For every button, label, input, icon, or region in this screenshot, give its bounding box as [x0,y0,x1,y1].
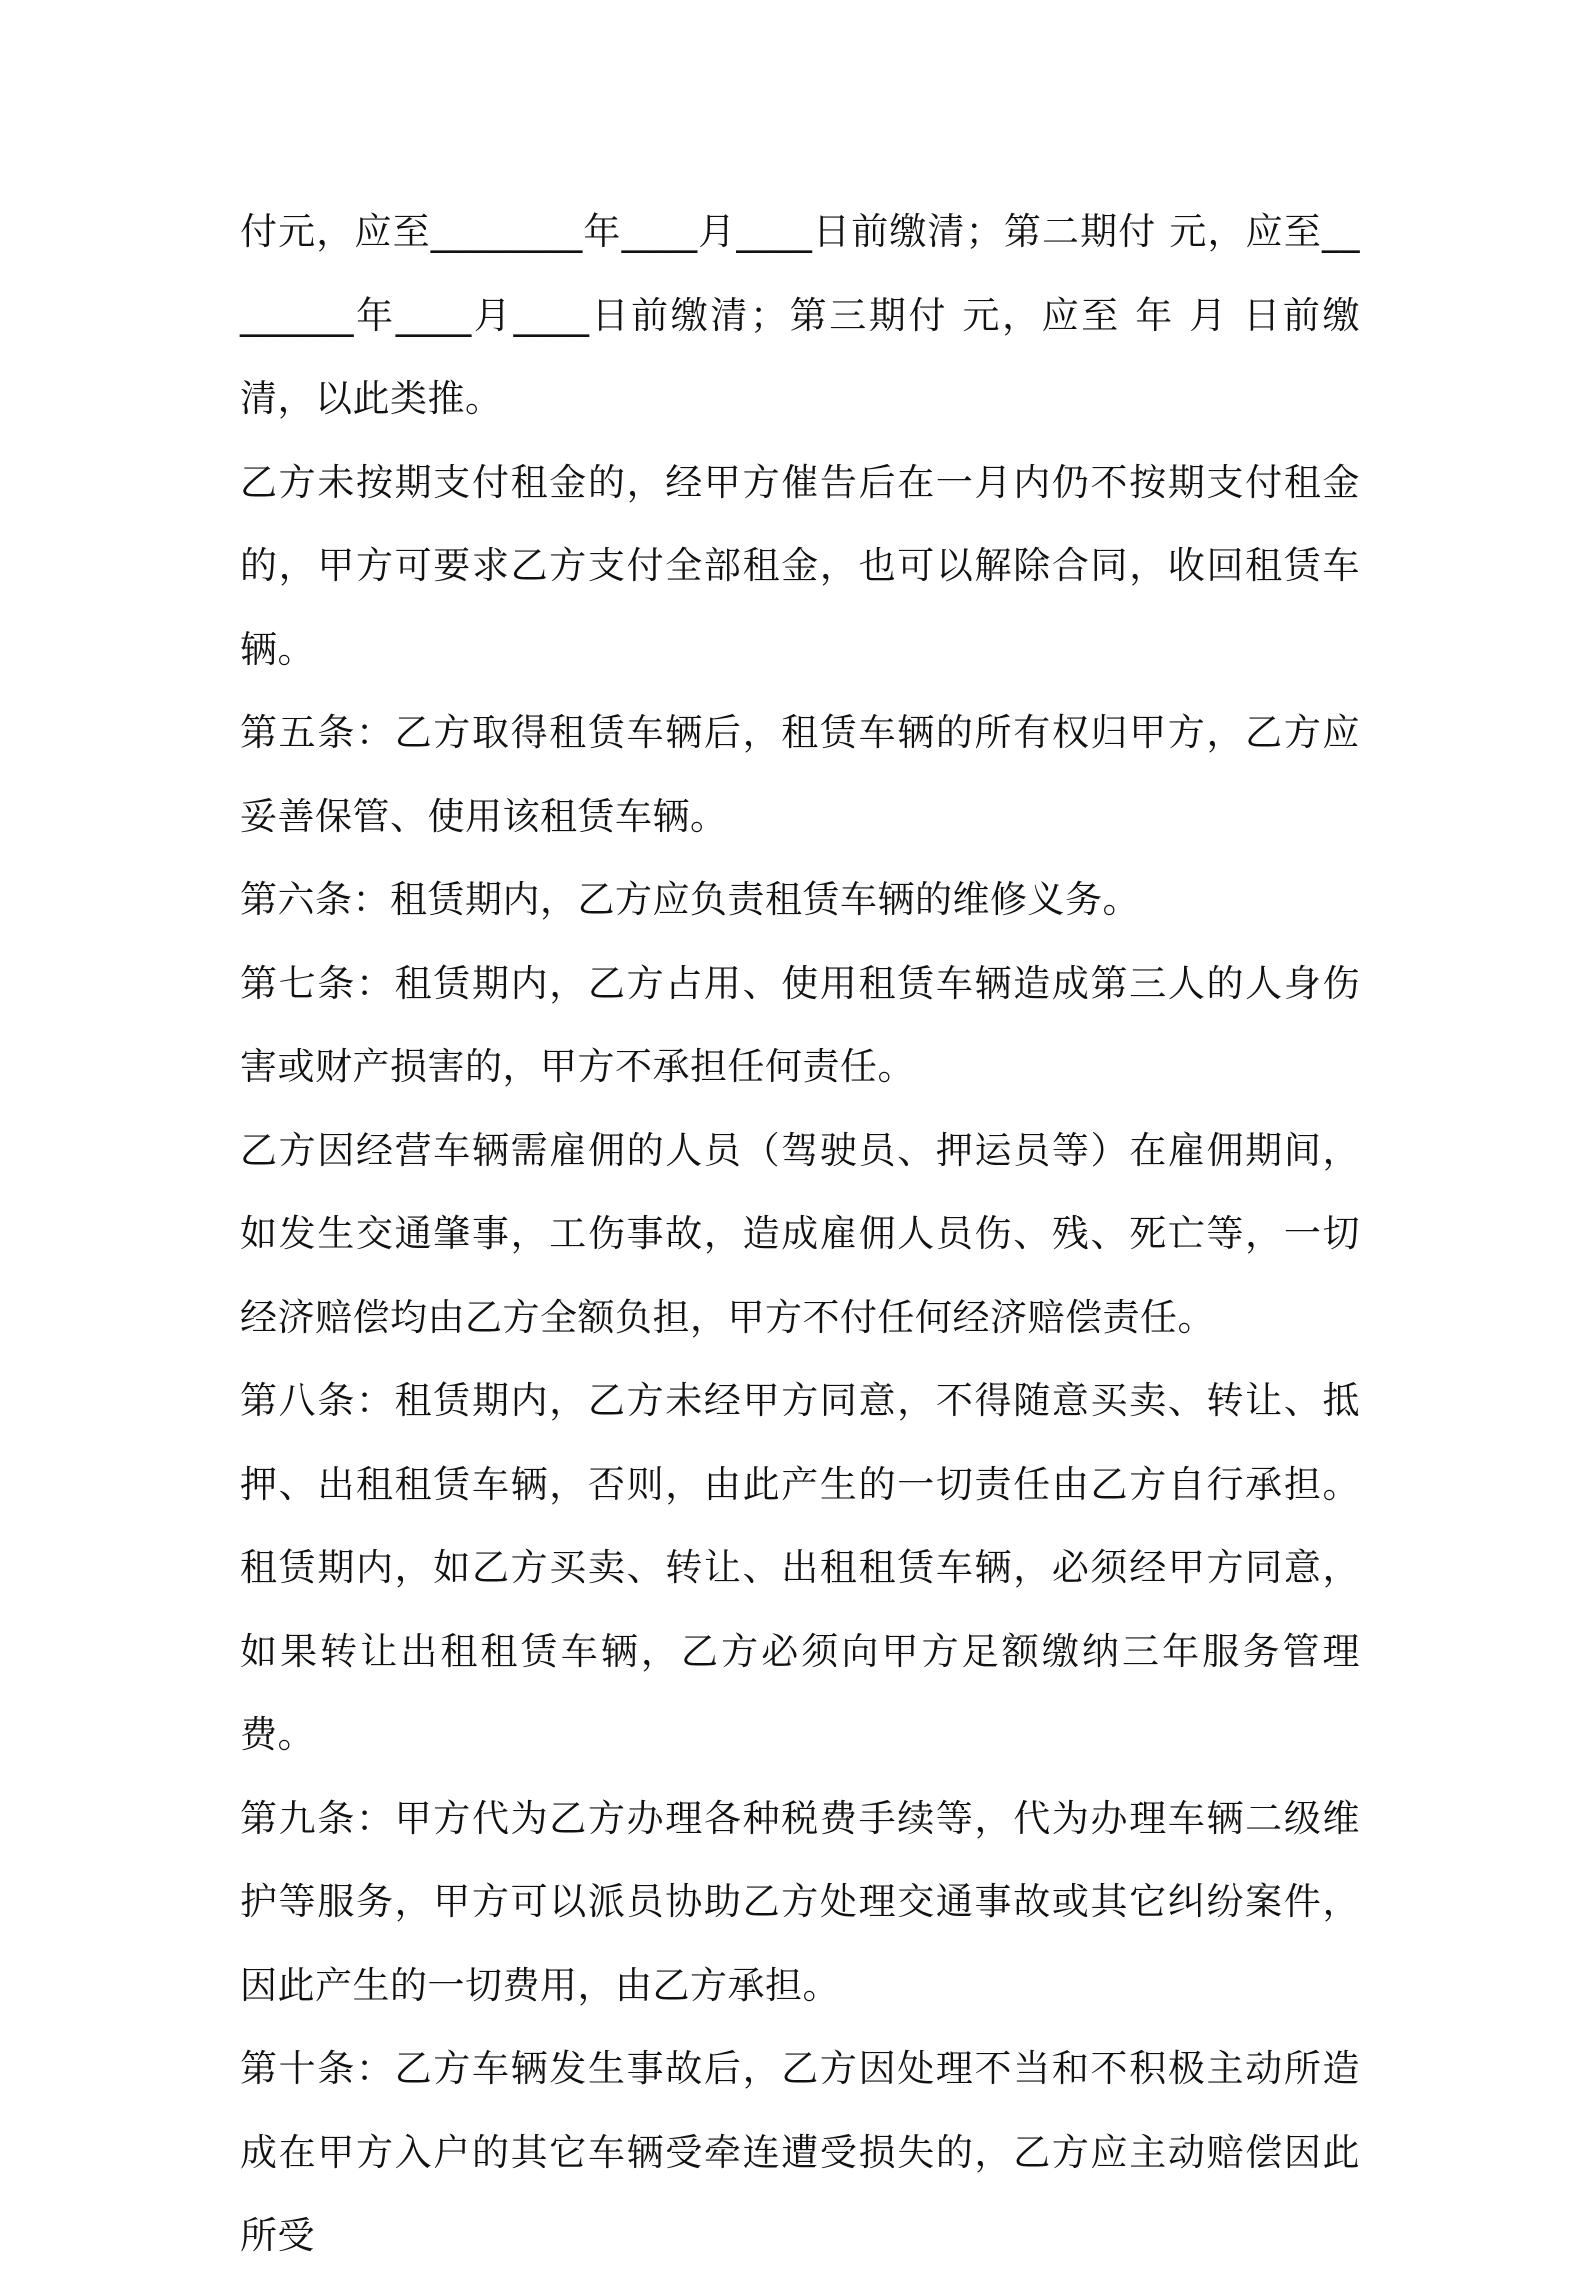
paragraph-article-5: 第五条：乙方取得租赁车辆后，租赁车辆的所有权归甲方，乙方应妥善保管、使用该租赁车辆。 [240,711,1360,838]
paragraph-article-8: 第八条：租赁期内，乙方未经甲方同意，不得随意买卖、转让、抵押、出租租赁车辆，否则，由此产生的一切责任由乙方自行承担。租赁期内，如乙方买卖、转让、出租租赁车辆，必须经甲方同意，如果转让出租租赁车辆，乙方必须向甲方足额缴纳三年服务管理费。 [240,1379,1360,1756]
paragraph-late-payment: 乙方未按期支付租金的，经甲方催告后在一月内仍不按期支付租金的，甲方可要求乙方支付全部租金，也可以解除合同，收回租赁车辆。 [240,460,1360,671]
paragraph-article-7: 第七条：租赁期内，乙方占用、使用租赁车辆造成第三人的人身伤害或财产损害的，甲方不承担任何责任。 [240,961,1360,1088]
paragraph-installment-schedule: 付元，应至________年____月____日前缴清；第二期付 元，应至________年____月____日前缴清；第三期付 元，应至 年 月 日前缴清，以此类推。 [240,210,1360,420]
paragraph-article-6: 第六条：租赁期内，乙方应负责租赁车辆的维修义务。 [240,878,1140,921]
paragraph-article-9: 第九条：甲方代为乙方办理各种税费手续等，代为办理车辆二级维护等服务，甲方可以派员协助乙方处理交通事故或其它纠纷案件，因此产生的一切费用，由乙方承担。 [240,1796,1360,2007]
paragraph-employee-liability: 乙方因经营车辆需雇佣的人员（驾驶员、押运员等）在雇佣期间，如发生交通肇事，工伤事故，造成雇佣人员伤、残、死亡等，一切经济赔偿均由乙方全额负担，甲方不付任何经济赔偿责任。 [240,1128,1360,1339]
paragraph-article-10: 第十条：乙方车辆发生事故后，乙方因处理不当和不积极主动所造成在甲方入户的其它车辆受牵连遭受损失的，乙方应主动赔偿因此所受 [240,2047,1360,2257]
document-body [240,190,1360,2278]
